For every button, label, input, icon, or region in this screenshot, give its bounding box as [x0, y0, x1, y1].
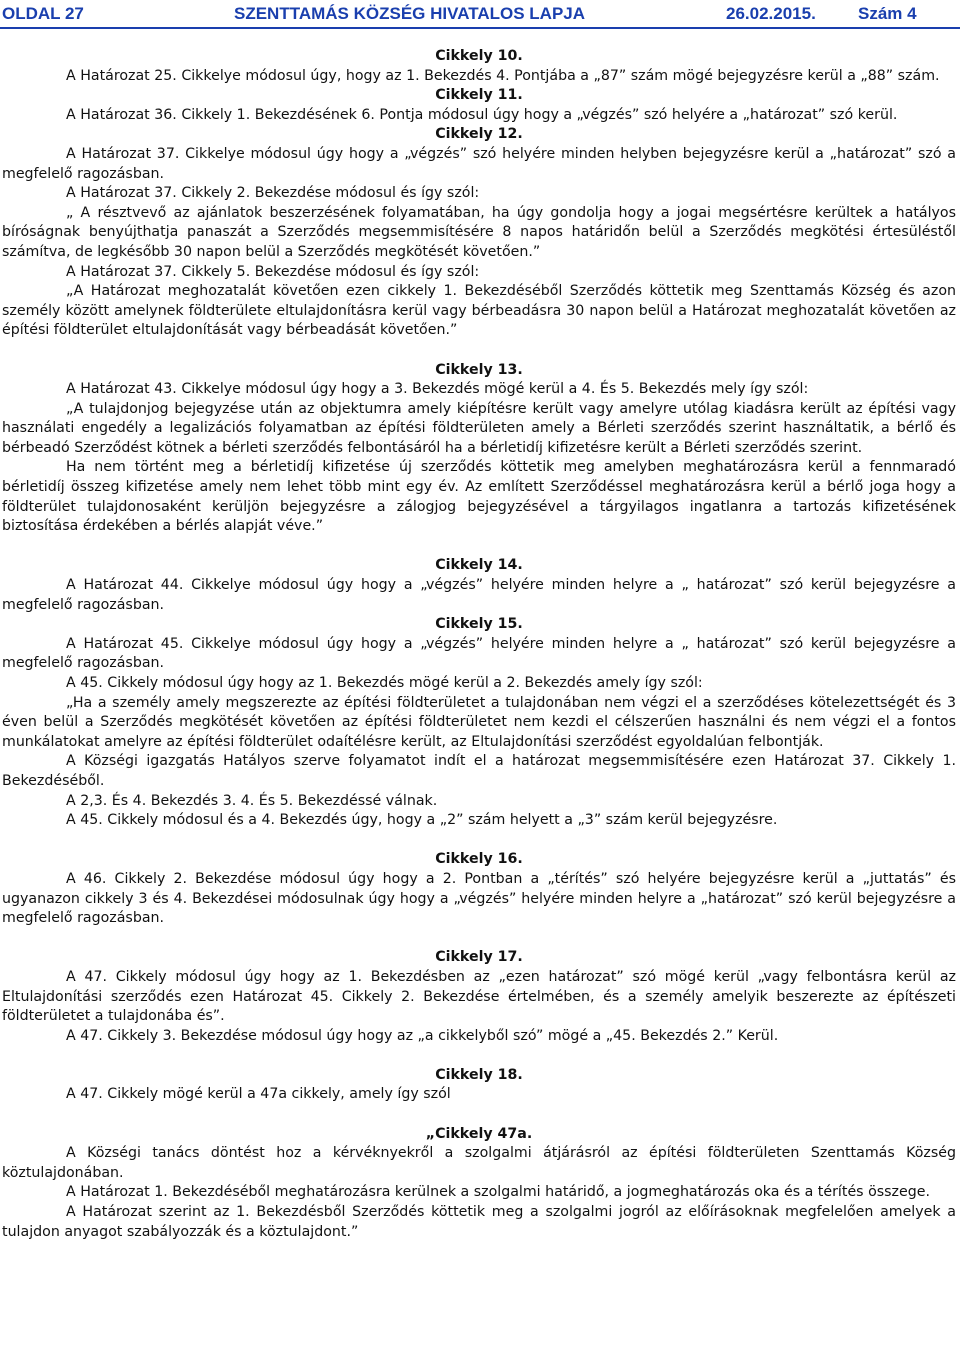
- article-heading: Cikkely 10.: [435, 48, 523, 64]
- page-number: OLDAL 27: [2, 4, 84, 23]
- article-heading: Cikkely 16.: [435, 851, 523, 868]
- spacer: [2, 831, 956, 851]
- issue-date: 26.02.2015.: [726, 4, 816, 23]
- paragraph: A Határozat 1. Bekezdéséből meghatározásra kerülnek a szolgalmi határidő, a jogmeghatározás oka és a térítés összege.: [66, 1184, 930, 1201]
- paragraph: A 46. Cikkely 2. Bekezdése módosul úgy hogy a 2. Pontban a „térítés” szó helyére bejegyzésre kerül a „juttatás” és ugyanazon cikkely 3 és 4. Bekezdései módosulnak úgy hogy a „végzés” helyére minden helyre a „határozat” szó kerül bejegyzésre a megfelelő ragozásban.: [2, 870, 956, 927]
- paragraph: A Határozat 25. Cikkelye módosul úgy, hogy az 1. Bekezdés 4. Pontjába a „87” szám mögé bejegyzésre kerül a „88” szám.: [66, 67, 940, 84]
- spacer: [2, 929, 956, 949]
- publication-title: SZENTTAMÁS KÖZSÉG HIVATALOS LAPJA: [234, 4, 586, 23]
- paragraph: A Határozat 43. Cikkelye módosul úgy hogy a 3. Bekezdés mögé kerül a 4. És 5. Bekezdés mely így szól:: [66, 381, 809, 398]
- paragraph: A 45. Cikkely módosul és a 4. Bekezdés úgy, hogy a „2” szám helyett a „3” szám kerül bejegyzésre.: [66, 812, 778, 829]
- paragraph: A 47. Cikkely módosul úgy hogy az 1. Bekezdésben az „ezen határozat” szó mögé kerül „vagy felbontásra kerül az Eltulajdonítási szerződés ezen Határozat 45. Cikkely 2. Bekezdése értelmében, és a személy amelyik beszerezte az építészeti földterületet a tulajdonába és”.: [2, 968, 956, 1025]
- article-heading: Cikkely 11.: [435, 87, 523, 104]
- paragraph: Ha nem történt meg a bérletidíj kifizetése új szerződés köttetik meg amelyben meghatározásra kerül a fennmaradó bérletidíj összeg kifizetése amely nem lehet több mint egy év. Az említett Szerződéssel meghatározásra kerül a bérlő joga hogy a földterület tulajdonosaként kerüljön bejegyzésre a zálogjog bejegyzésével a tárgyilagos ingatlanra a tartozás kifizetésének biztosítása érdekében a bérlés alapját véve.”: [2, 459, 956, 535]
- paragraph: „ A résztvevő az ajánlatok beszerzésének folyamatában, ha úgy gondolja hogy a jogai megsértésre kerültek a hatályos bíróságnak benyújthatja panaszát a Szerződés megsemmisítésére 8 napos határidőn belül a Szerződés megkötési értesüléstől számítva, de legkésőbb 30 napon belül a Szerződés megkötését követően.”: [2, 204, 956, 260]
- paragraph: A Határozat 37. Cikkelye módosul úgy hogy a „végzés” szó helyére minden helyben bejegyzésre kerül a „határozat” szó a megfelelő ragozásban.: [2, 145, 956, 182]
- paragraph: A 2,3. És 4. Bekezdés 3. 4. És 5. Bekezdéssé válnak.: [66, 792, 438, 809]
- issue-number: Szám 4: [858, 4, 917, 23]
- article-heading: Cikkely 18.: [435, 1066, 523, 1083]
- paragraph: „A tulajdonjog bejegyzése után az objektumra amely kiépítésre került vagy amelyre utólag kiadásra került az építési vagy használati engedély a legalizációs folyamatban az építési földterületen amely a Bérleti szerződés szerint használtatik, a bérlő és bérbeadó Szerződést kötnek a bérleti szerződés felbontásáról ha a bérletidíj kifizetésre került a Bérleti szerződés szerint.: [2, 400, 956, 456]
- spacer: [2, 341, 956, 361]
- article-heading: Cikkely 13.: [435, 361, 523, 378]
- article-heading: Cikkely 12.: [435, 126, 523, 143]
- paragraph: A 47. Cikkely 3. Bekezdése módosul úgy hogy az „a cikkelyből szó” mögé a „45. Bekezdés 2.” Kerül.: [66, 1027, 779, 1044]
- paragraph: A Községi igazgatás Hatályos szerve folyamatot indít el a határozat megsemmisítésére ezen Határozat 37. Cikkely 1. Bekezdéséből.: [2, 753, 956, 789]
- paragraph: „Ha a személy amely megszerezte az építési földterületet a tulajdonában nem végzi el a szerződéses kötelezettségét és 3 éven belül a Szerződés megkötését követően az építési földterületet nem kezdi el célszerűen használni és nem végzi el a fontos munkálatokat amelyre az építési földterület odaítélésre került, az Eltulajdonítási szerződést egyoldalúan felbontják.: [2, 694, 956, 750]
- page-header: [0, 0, 960, 26]
- paragraph: A 45. Cikkely módosul úgy hogy az 1. Bekezdés mögé kerül a 2. Bekezdés amely így szól:: [66, 675, 703, 691]
- article-heading: Cikkely 17.: [435, 949, 523, 966]
- spacer: [2, 537, 956, 557]
- paragraph: A Határozat 45. Cikkelye módosul úgy hogy a „végzés” helyére minden helyre a „ határozat” szó kerül bejegyzésre a megfelelő ragozásban.: [2, 635, 956, 672]
- paragraph: „A Határozat meghozatalát követően ezen cikkely 1. Bekezdéséből Szerződés köttetik meg Szenttamás Község és azon személy között amelynek földterülete eltulajdonításra kerül vagy bérbeadásra 30 napon belül a Határozat meghozatalát követően az építési földterület eltulajdonítását vagy bérbeadását követően.”: [2, 283, 956, 339]
- article-heading: Cikkely 14.: [435, 557, 523, 574]
- paragraph: A Községi tanács döntést hoz a kérvéknyekről a szolgalmi átjárásról az építési földterületen Szenttamás Község köztulajdonában.: [2, 1145, 956, 1181]
- article-heading: Cikkely 15.: [435, 616, 523, 633]
- spacer: [2, 1105, 956, 1125]
- paragraph: A Határozat 36. Cikkely 1. Bekezdésének 6. Pontja módosul úgy hogy a „végzés” szó helyére a „határozat” szó kerül.: [66, 106, 898, 123]
- document-body: [2, 47, 956, 1242]
- paragraph: A Határozat 44. Cikkelye módosul úgy hogy a „végzés” helyére minden helyre a „ határozat” szó kerül bejegyzésre a megfelelő ragozásban.: [2, 577, 956, 613]
- header-divider: [0, 27, 960, 29]
- article-heading: „Cikkely 47a.: [425, 1125, 533, 1142]
- paragraph: A 47. Cikkely mögé kerül a 47a cikkely, amely így szól: [66, 1086, 451, 1103]
- paragraph: A Határozat 37. Cikkely 5. Bekezdése módosul és így szól:: [66, 263, 480, 280]
- paragraph: A Határozat 37. Cikkely 2. Bekezdése módosul és így szól:: [66, 185, 480, 202]
- spacer: [2, 1046, 956, 1066]
- paragraph: A Határozat szerint az 1. Bekezdésből Szerződés köttetik meg a szolgalmi jogról az előírásoknak megfelelően amelyek a tulajdon anyagot szabályozzák és a köztulajdont.”: [2, 1204, 956, 1240]
